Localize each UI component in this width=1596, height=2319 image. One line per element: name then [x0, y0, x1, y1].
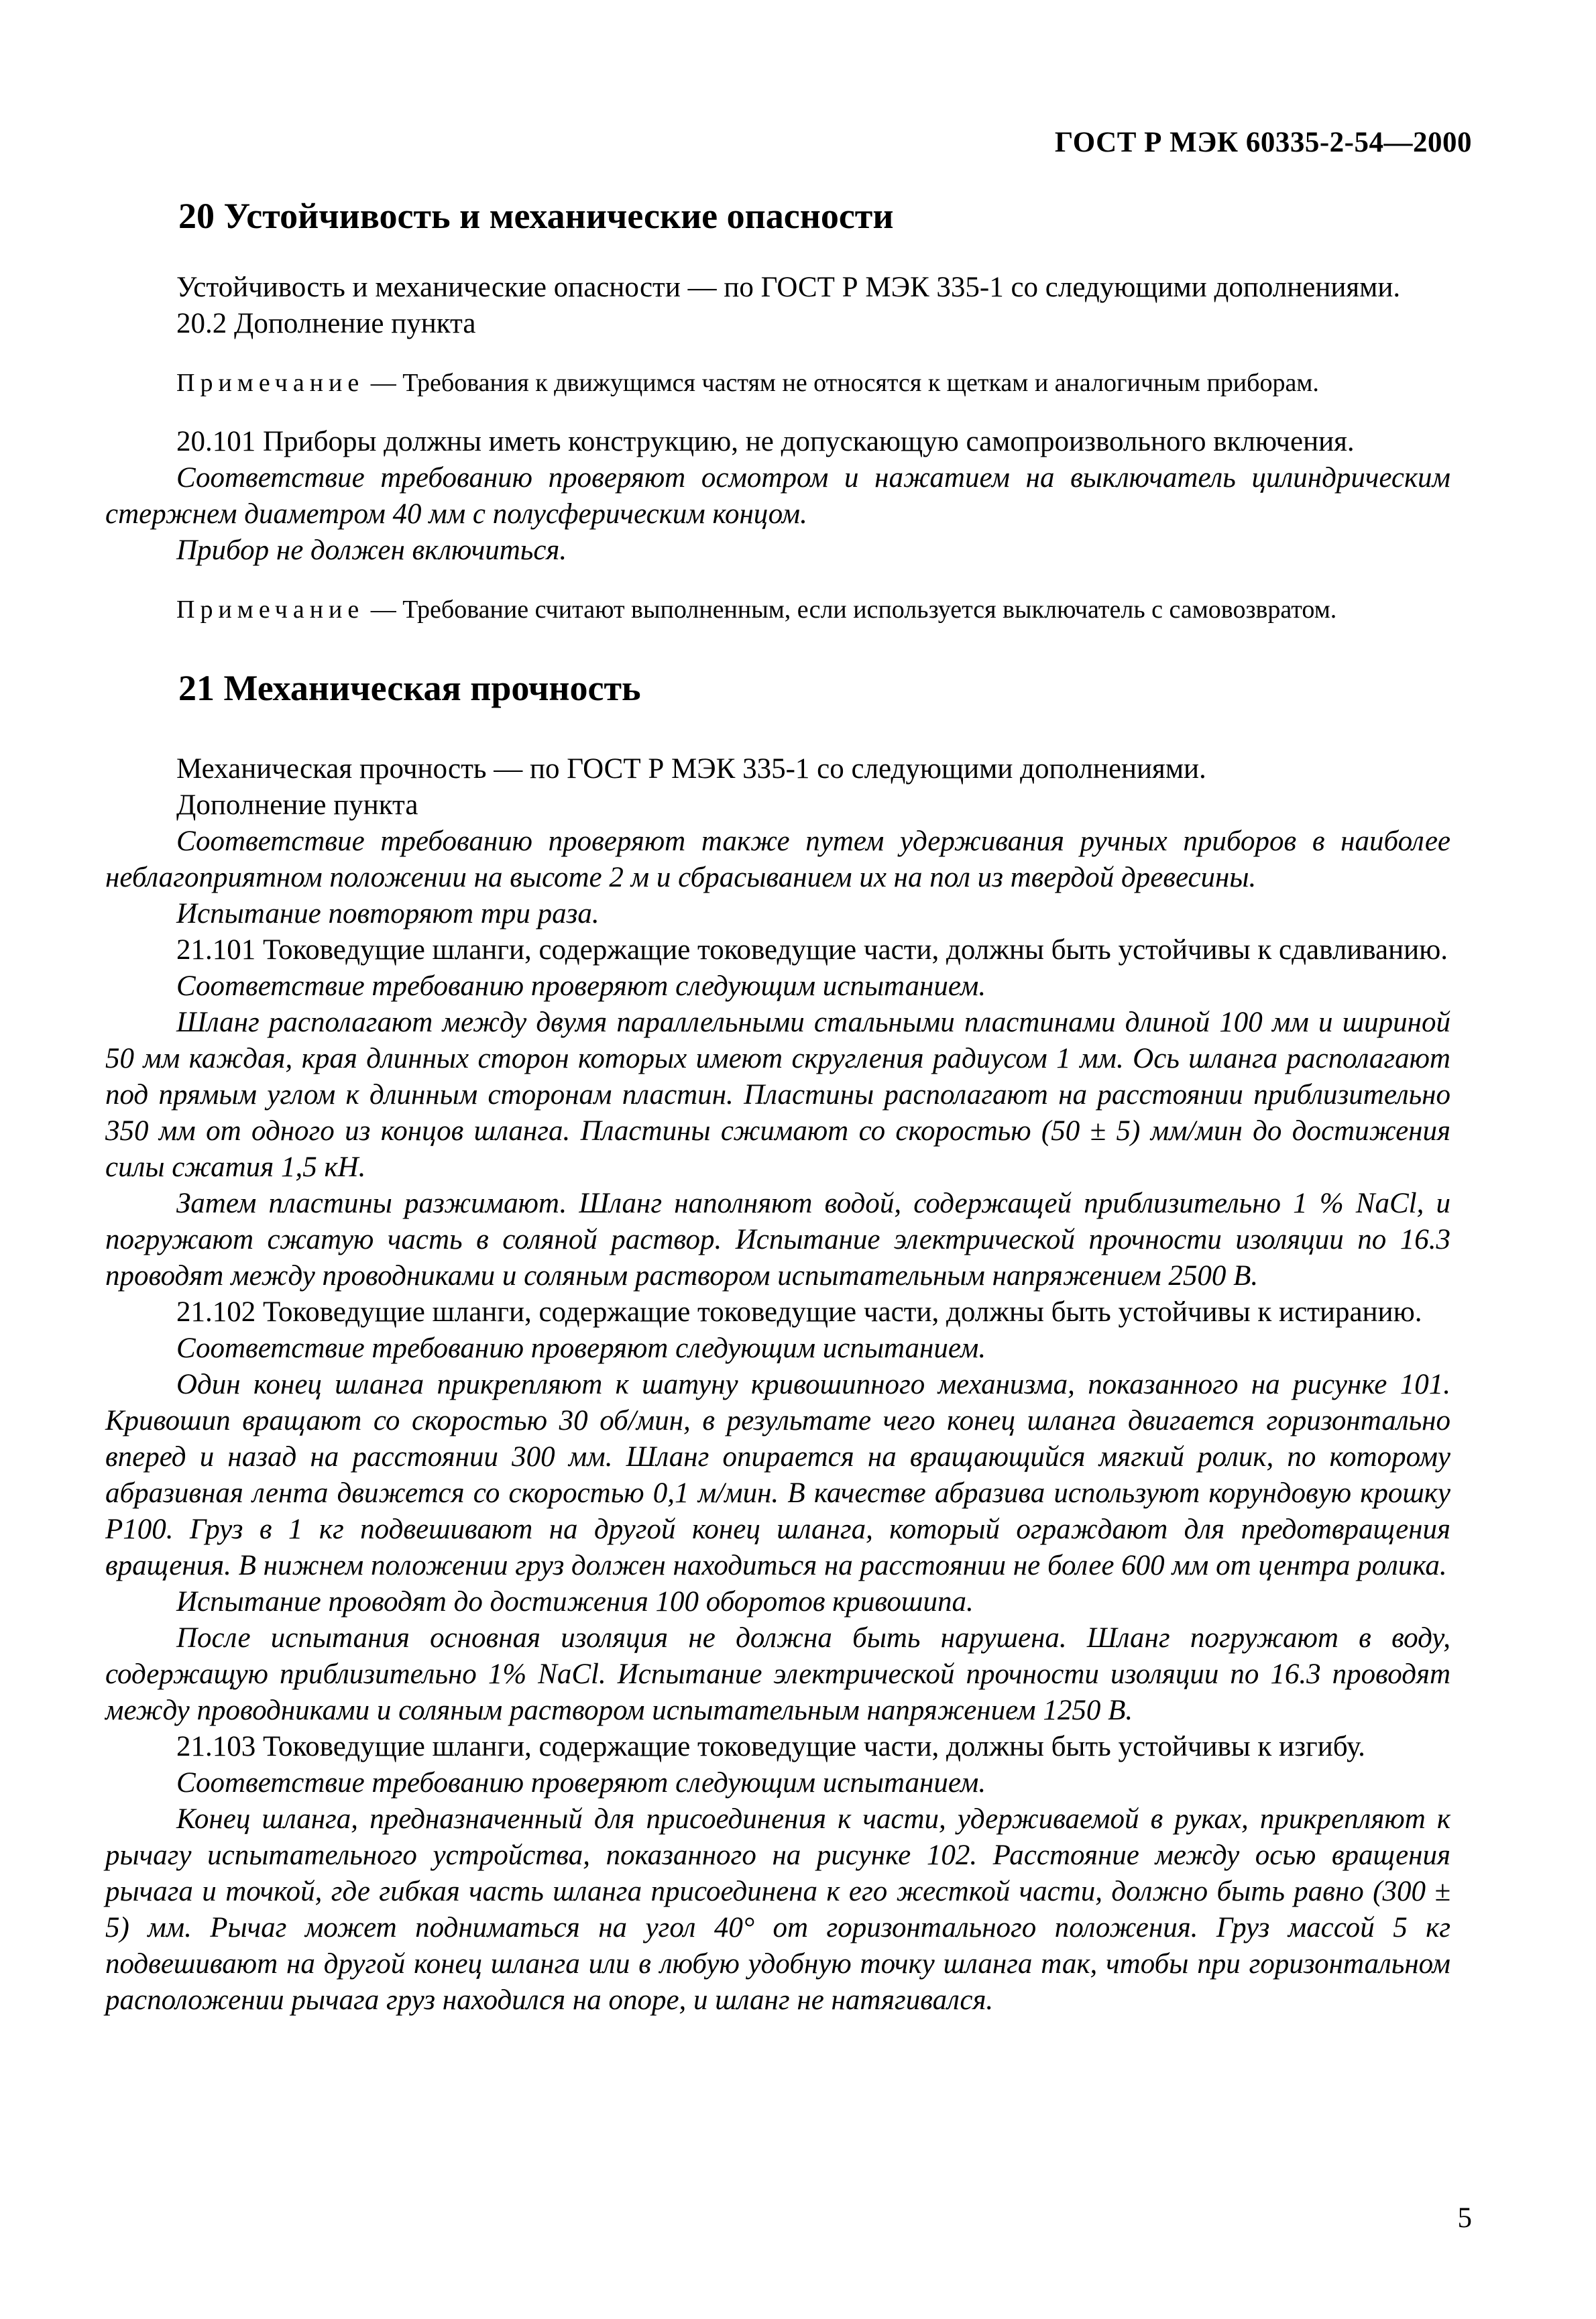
note-1 — [105, 365, 1450, 401]
note-2-label: Примечание — [176, 596, 365, 624]
note-1-label: Примечание — [176, 369, 365, 397]
section-21-repeat: Испытание повторяют три раза. — [176, 898, 600, 929]
section-20-intro: Устойчивость и механические опасности — по ГОСТ Р МЭК 335-1 со следующими дополнениями. — [176, 272, 1401, 303]
section-20-heading: 20 Устойчивость и механические опасности — [178, 196, 894, 236]
clause-21-101: 21.101 Токоведущие шланги, содержащие токоведущие части, должны быть устойчивы к сдавливанию. — [176, 934, 1448, 966]
page-number: 5 — [1457, 2202, 1472, 2234]
clause-21-103-procedure: Конец шланга, предназначенный для присоединения к части, удерживаемой в руках, прикрепляют к рычагу испытательного устройства, показанного на рисунке 102. Расстояние между осью вращения рычага и точкой, где гибкая часть шланга присоединена к его жесткой части, должно быть равно (300 ± 5) мм. Рычаг может подниматься на угол 40° от горизонтального положения. Груз массой 5 кг подвешивают на другой конец шланга или в любую удобную точку шланга так, чтобы при горизонтальном расположении рычага груз находился на опоре, и шланг не натягивался. — [105, 1803, 1450, 2016]
note-2-text: — Требование считают выполненным, если используется выключатель с самовозвратом. — [364, 596, 1337, 624]
section-21-intro: Механическая прочность — по ГОСТ Р МЭК 335-1 со следующими дополнениями. — [176, 753, 1206, 785]
section-21-heading: 21 Механическая прочность — [178, 668, 641, 708]
section-21-check: Соответствие требованию проверяют также путем удерживания ручных приборов в наиболее неблагоприятном положении на высоте 2 м и сбрасыванием их на пол из твердой древесины. — [105, 826, 1450, 893]
clause-20-101-check: Соответствие требованию проверяют осмотром и нажатием на выключатель цилиндрическим стержнем диаметром 40 мм с полусферическим концом. — [105, 462, 1450, 530]
document-code-header: ГОСТ Р МЭК 60335-2-54—2000 — [1054, 127, 1472, 158]
clause-21-102-duration: Испытание проводят до достижения 100 оборотов кривошипа. — [176, 1586, 974, 1618]
clause-21-102-result: После испытания основная изоляция не должна быть нарушена. Шланг погружают в воду, содержащую приблизительно 1% NaCl. Испытание электрической прочности изоляции по 16.3 проводят между проводниками и соляным раствором испытательным напряжением 1250 В. — [105, 1622, 1450, 1726]
clause-21-102-procedure: Один конец шланга прикрепляют к шатуну кривошипного механизма, показанного на рисунке 101. Кривошип вращают со скоростью 30 об/мин, в результате чего конец шланга двигается горизонтально вперед и назад на расстоянии 300 мм. Шланг опирается на вращающийся мягкий ролик, по которому абразивная лента движется со скоростью 0,1 м/мин. В качестве абразива используют корундовую крошку Р100. Груз в 1 кг подвешивают на другой конец шланга, который ограждают для предотвращения вращения. В нижнем положении груз должен находиться на расстоянии не более 600 мм от центра ролика. — [105, 1369, 1450, 1581]
note-2 — [105, 591, 1450, 628]
clause-20-2: 20.2 Дополнение пункта — [176, 308, 476, 339]
clause-21-101-procedure: Шланг располагают между двумя параллельными стальными пластинами длиной 100 мм и шириной 50 мм каждая, края длинных сторон которых имеют скругления радиусом 1 мм. Ось шланга располагают под прямым углом к длинным сторонам пластин. Пластины располагают на расстоянии приблизительно 350 мм от одного из концов шланга. Пластины сжимают со скоростью (50 ± 5) мм/мин до достижения силы сжатия 1,5 кН. — [105, 1007, 1450, 1183]
clause-21-102: 21.102 Токоведущие шланги, содержащие токоведущие части, должны быть устойчивы к истиранию. — [176, 1296, 1422, 1328]
clause-20-101-result: Прибор не должен включиться. — [176, 534, 567, 566]
clause-21-103: 21.103 Токоведущие шланги, содержащие токоведущие части, должны быть устойчивы к изгибу. — [176, 1731, 1365, 1762]
clause-21-101-procedure-2: Затем пластины разжимают. Шланг наполняют водой, содержащей приблизительно 1 % NaCl, и погружают сжатую часть в соляной раствор. Испытание электрической прочности изоляции по 16.3 проводят между проводниками и соляным раствором испытательным напряжением 2500 В. — [105, 1188, 1450, 1292]
document-body — [105, 194, 1450, 2019]
supplement-line: Дополнение пункта — [176, 789, 418, 821]
clause-21-101-check: Соответствие требованию проверяют следующим испытанием. — [176, 970, 986, 1002]
clause-20-101: 20.101 Приборы должны иметь конструкцию, не допускающую самопроизвольного включения. — [176, 426, 1355, 457]
clause-21-103-check: Соответствие требованию проверяют следующим испытанием. — [176, 1767, 986, 1799]
clause-21-102-check: Соответствие требованию проверяют следующим испытанием. — [176, 1333, 986, 1364]
note-1-text: — Требования к движущимся частям не относятся к щеткам и аналогичным приборам. — [364, 369, 1319, 397]
